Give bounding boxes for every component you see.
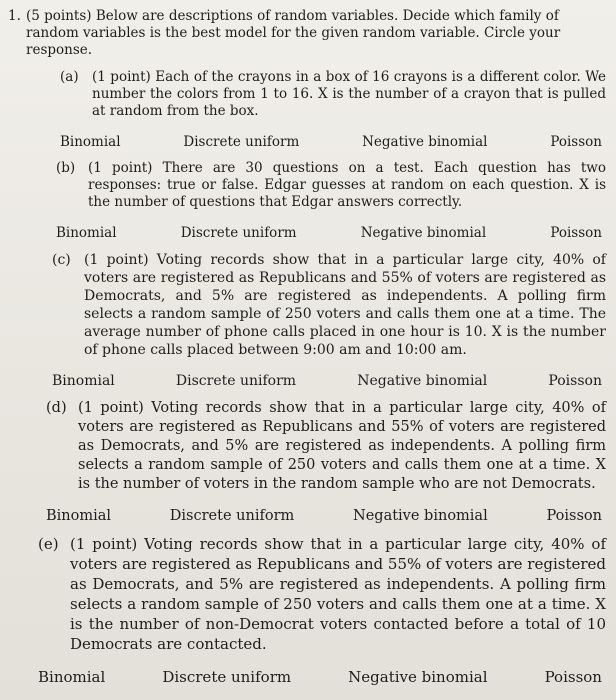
- choice-negative-binomial[interactable]: Negative binomial: [357, 373, 488, 389]
- part-label: (e): [38, 535, 59, 553]
- choice-poisson[interactable]: Poisson: [546, 508, 602, 524]
- choice-discrete-uniform[interactable]: Discrete uniform: [183, 134, 300, 150]
- answer-choices: [52, 373, 606, 389]
- part-label: (c): [52, 252, 71, 268]
- choice-negative-binomial[interactable]: Negative binomial: [362, 134, 488, 150]
- choice-discrete-uniform[interactable]: Discrete uniform: [169, 508, 295, 524]
- part-label: (a): [60, 69, 79, 85]
- answer-choices: [46, 508, 606, 524]
- choice-discrete-uniform[interactable]: Discrete uniform: [162, 668, 292, 686]
- choice-negative-binomial[interactable]: Negative binomial: [353, 508, 488, 524]
- part-b: [56, 160, 606, 241]
- choice-poisson[interactable]: Poisson: [544, 668, 602, 686]
- choice-binomial[interactable]: Binomial: [60, 134, 121, 150]
- choice-binomial[interactable]: Binomial: [56, 225, 117, 241]
- choice-poisson[interactable]: Poisson: [550, 225, 602, 241]
- part-description: (1 point) Voting records show that in a particular large city, 40% of voters are registered as Republicans and 55% of voters are registered as Democrats, and 5% are registered as independents. A polling firm selects a random sample of 250 voters and calls them one at a time. The average number of phone calls placed in one hour is 10. X is the number of phone calls placed between 9:00 am and 10:00 am.: [84, 252, 606, 358]
- choice-binomial[interactable]: Binomial: [38, 668, 106, 686]
- question-number: 1.: [8, 8, 21, 24]
- choice-discrete-uniform[interactable]: Discrete uniform: [180, 225, 297, 241]
- part-label: (b): [56, 160, 76, 176]
- choice-poisson[interactable]: Poisson: [550, 134, 602, 150]
- answer-choices: [38, 668, 606, 686]
- part-a: [60, 69, 606, 150]
- question-1: [8, 8, 606, 59]
- choice-binomial[interactable]: Binomial: [52, 373, 115, 389]
- part-description: (1 point) There are 30 questions on a test. Each question has two responses: true or false. Edgar guesses at random on each question. X is the number of questions that Edgar answers correctly.: [88, 160, 606, 210]
- part-c: [52, 251, 606, 389]
- part-e: [38, 534, 606, 686]
- part-description: (1 point) Each of the crayons in a box of 16 crayons is a different color. We number the colors from 1 to 16. X is the number of a crayon that is pulled at random from the box.: [92, 69, 606, 119]
- choice-binomial[interactable]: Binomial: [46, 508, 112, 524]
- part-label: (d): [46, 400, 67, 416]
- choice-negative-binomial[interactable]: Negative binomial: [348, 668, 488, 686]
- part-d: [46, 399, 606, 524]
- answer-choices: [56, 225, 606, 241]
- part-description: (1 point) Voting records show that in a particular large city, 40% of voters are registered as Republicans and 55% of voters are registered as Democrats, and 5% are registered as independents. A polling firm selects a random sample of 250 voters and calls them one at a time. X is the number of voters in the random sample who are not Democrats.: [78, 400, 606, 492]
- choice-negative-binomial[interactable]: Negative binomial: [360, 225, 487, 241]
- question-prompt: (5 points) Below are descriptions of random variables. Decide which family of random variables is the best model for the given random variable. Circle your response.: [26, 8, 561, 58]
- choice-poisson[interactable]: Poisson: [548, 373, 602, 389]
- choice-discrete-uniform[interactable]: Discrete uniform: [175, 373, 297, 389]
- part-description: (1 point) Voting records show that in a particular large city, 40% of voters are registered as Republicans and 55% of voters are registered as Democrats, and 5% are registered as independents. A polling firm selects a random sample of 250 voters and calls them one at a time. X is the number of non-Democrat voters contacted before a total of 10 Democrats are contacted.: [70, 535, 606, 653]
- answer-choices: [60, 134, 606, 150]
